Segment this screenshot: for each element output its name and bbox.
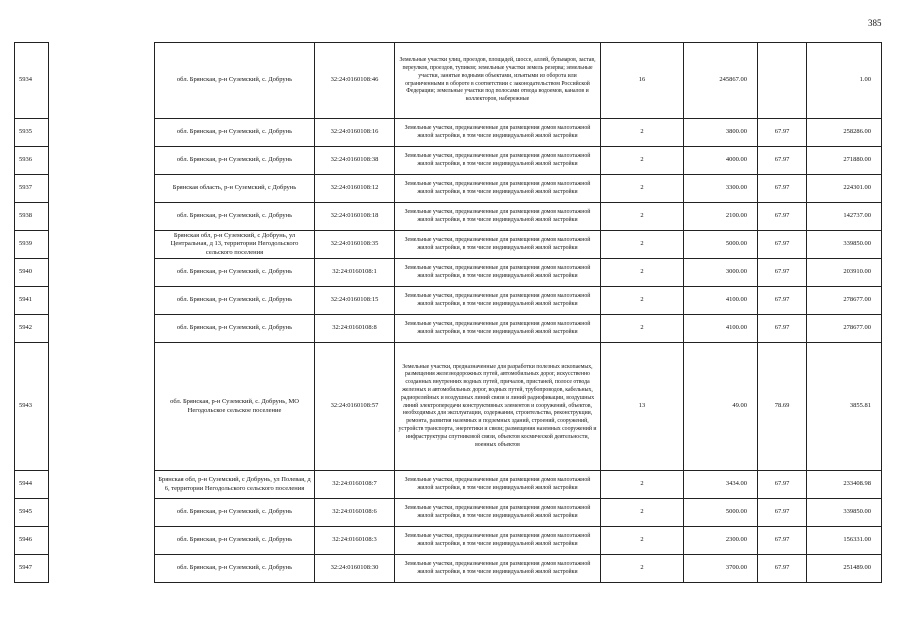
cadastral-value-cell: 339850.00 <box>807 231 882 259</box>
row-id-cell: 5936 <box>15 147 49 175</box>
land-purpose-cell: Земельные участки, предназначенные для размещения домов малоэтажной жилой застройки, в том числе индивидуальной жилой застройки <box>395 231 601 259</box>
table-row <box>15 287 882 315</box>
purpose-code-cell: 2 <box>601 147 684 175</box>
area-cell: 2100.00 <box>684 203 758 231</box>
cadastral-number-cell: 32:24:0160108:12 <box>315 175 395 203</box>
cadastral-value-cell: 156331.00 <box>807 527 882 555</box>
cadastral-value-cell: 339850.00 <box>807 499 882 527</box>
page-number: 385 <box>868 18 882 28</box>
land-purpose-cell: Земельные участки, предназначенные для размещения домов малоэтажной жилой застройки, в том числе индивидуальной жилой застройки <box>395 527 601 555</box>
address-cell: Брянская обл, р-н Суземский, с Добрунь, ул Центральная, д 13, территории Негодольского сельского поселения <box>155 231 315 259</box>
empty-cell <box>49 343 155 471</box>
purpose-code-cell: 13 <box>601 343 684 471</box>
empty-cell <box>49 147 155 175</box>
cadastral-number-cell: 32:24:0160108:57 <box>315 343 395 471</box>
cadastral-value-cell: 278677.00 <box>807 315 882 343</box>
cadastral-value-cell: 203910.00 <box>807 259 882 287</box>
purpose-code-cell: 2 <box>601 259 684 287</box>
address-cell: обл. Брянская, р-н Суземский, с. Добрунь <box>155 203 315 231</box>
purpose-code-cell: 2 <box>601 203 684 231</box>
cadastral-value-table <box>14 42 882 583</box>
cadastral-number-cell: 32:24:0160108:38 <box>315 147 395 175</box>
address-cell: обл. Брянская, р-н Суземский, с. Добрунь <box>155 287 315 315</box>
purpose-code-cell: 2 <box>601 471 684 499</box>
purpose-code-cell: 2 <box>601 499 684 527</box>
cadastral-number-cell: 32:24:0160108:7 <box>315 471 395 499</box>
table-row <box>15 343 882 471</box>
specific-value-cell: 67.97 <box>758 499 807 527</box>
specific-value-cell: 78.69 <box>758 343 807 471</box>
empty-cell <box>49 231 155 259</box>
cadastral-value-cell: 224301.00 <box>807 175 882 203</box>
empty-cell <box>49 555 155 583</box>
land-purpose-cell: Земельные участки, предназначенные для размещения домов малоэтажной жилой застройки, в том числе индивидуальной жилой застройки <box>395 203 601 231</box>
land-purpose-cell: Земельные участки улиц, проездов, площадей, шоссе, аллей, бульваров, застав, переулков, проездов, тупиков; земельные участки земель резерва; земельные участки, занятые водными объектами, изъятыми из оборота или ограниченными в обороте в соответствии с законодательством Российской Федерации; земельные участки под полосами отвода водоемов, каналов и коллекторов, набережные <box>395 43 601 119</box>
empty-cell <box>49 471 155 499</box>
address-cell: обл. Брянская, р-н Суземский, с. Добрунь <box>155 555 315 583</box>
area-cell: 5000.00 <box>684 231 758 259</box>
land-purpose-cell: Земельные участки, предназначенные для размещения домов малоэтажной жилой застройки, в том числе индивидуальной жилой застройки <box>395 555 601 583</box>
cadastral-number-cell: 32:24:0160108:16 <box>315 119 395 147</box>
address-cell: обл. Брянская, р-н Суземский, с. Добрунь <box>155 119 315 147</box>
row-id-cell: 5947 <box>15 555 49 583</box>
land-purpose-cell: Земельные участки, предназначенные для размещения домов малоэтажной жилой застройки, в том числе индивидуальной жилой застройки <box>395 147 601 175</box>
land-purpose-cell: Земельные участки, предназначенные для размещения домов малоэтажной жилой застройки, в том числе индивидуальной жилой застройки <box>395 499 601 527</box>
cadastral-number-cell: 32:24:0160108:46 <box>315 43 395 119</box>
cadastral-number-cell: 32:24:0160108:8 <box>315 315 395 343</box>
area-cell: 2300.00 <box>684 527 758 555</box>
address-cell: обл. Брянская, р-н Суземский, с. Добрунь <box>155 315 315 343</box>
area-cell: 3300.00 <box>684 175 758 203</box>
row-id-cell: 5941 <box>15 287 49 315</box>
specific-value-cell: 67.97 <box>758 287 807 315</box>
land-purpose-cell: Земельные участки, предназначенные для разработки полезных ископаемых, размещения железнодорожных путей, автомобильных дорог, искусственно созданных внутренних водных путей, причалов, пристаней, полосе отвода железных и автомобильных дорог, водных путей, трубопроводов, кабельных, радиорелейных и воздушных линий связи и линий радиофикации, воздушных линий электропередачи конструктивных элементов и сооружений, объектов, необходимых для эксплуатации, содержания, строительства, реконструкции, ремонта, развития наземных и подземных зданий, строений, сооружений, устройств транспорта, энергетики и связи; размещения наземных сооружений и инфраструктуры спутниковой связи, объектов космической деятельности, военных объектов <box>395 343 601 471</box>
address-cell: Брянская область, р-н Суземский, с Добрунь <box>155 175 315 203</box>
address-cell: обл. Брянская, р-н Суземский, с. Добрунь, МО Негодольское сельское поселение <box>155 343 315 471</box>
empty-cell <box>49 175 155 203</box>
cadastral-value-cell: 278677.00 <box>807 287 882 315</box>
table-row <box>15 175 882 203</box>
empty-cell <box>49 527 155 555</box>
cadastral-value-cell: 258286.00 <box>807 119 882 147</box>
empty-cell <box>49 499 155 527</box>
area-cell: 4100.00 <box>684 287 758 315</box>
cadastral-number-cell: 32:24:0160108:6 <box>315 499 395 527</box>
cadastral-value-cell: 251489.00 <box>807 555 882 583</box>
table-row <box>15 527 882 555</box>
table-row <box>15 231 882 259</box>
address-cell: обл. Брянская, р-н Суземский, с. Добрунь <box>155 259 315 287</box>
table-row <box>15 499 882 527</box>
purpose-code-cell: 16 <box>601 43 684 119</box>
land-purpose-cell: Земельные участки, предназначенные для размещения домов малоэтажной жилой застройки, в том числе индивидуальной жилой застройки <box>395 119 601 147</box>
cadastral-number-cell: 32:24:0160108:35 <box>315 231 395 259</box>
row-id-cell: 5937 <box>15 175 49 203</box>
empty-cell <box>49 259 155 287</box>
specific-value-cell: 67.97 <box>758 203 807 231</box>
table-row <box>15 147 882 175</box>
table-row <box>15 119 882 147</box>
cadastral-number-cell: 32:24:0160108:18 <box>315 203 395 231</box>
area-cell: 4100.00 <box>684 315 758 343</box>
row-id-cell: 5934 <box>15 43 49 119</box>
row-id-cell: 5945 <box>15 499 49 527</box>
specific-value-cell: 67.97 <box>758 147 807 175</box>
specific-value-cell: 67.97 <box>758 231 807 259</box>
empty-cell <box>49 315 155 343</box>
land-purpose-cell: Земельные участки, предназначенные для размещения домов малоэтажной жилой застройки, в том числе индивидуальной жилой застройки <box>395 175 601 203</box>
purpose-code-cell: 2 <box>601 287 684 315</box>
row-id-cell: 5940 <box>15 259 49 287</box>
row-id-cell: 5942 <box>15 315 49 343</box>
row-id-cell: 5944 <box>15 471 49 499</box>
table-row <box>15 315 882 343</box>
area-cell: 3434.00 <box>684 471 758 499</box>
area-cell: 3000.00 <box>684 259 758 287</box>
row-id-cell: 5943 <box>15 343 49 471</box>
address-cell: обл. Брянская, р-н Суземский, с. Добрунь <box>155 147 315 175</box>
cadastral-number-cell: 32:24:0160108:30 <box>315 555 395 583</box>
specific-value-cell: 67.97 <box>758 471 807 499</box>
purpose-code-cell: 2 <box>601 119 684 147</box>
area-cell: 3800.00 <box>684 119 758 147</box>
area-cell: 49.00 <box>684 343 758 471</box>
specific-value-cell: 67.97 <box>758 315 807 343</box>
purpose-code-cell: 2 <box>601 315 684 343</box>
empty-cell <box>49 43 155 119</box>
specific-value-cell <box>758 43 807 119</box>
area-cell: 245867.00 <box>684 43 758 119</box>
cadastral-number-cell: 32:24:0160108:15 <box>315 287 395 315</box>
address-cell: обл. Брянская, р-н Суземский, с. Добрунь <box>155 499 315 527</box>
area-cell: 4000.00 <box>684 147 758 175</box>
cadastral-value-cell: 1.00 <box>807 43 882 119</box>
empty-cell <box>49 119 155 147</box>
empty-cell <box>49 203 155 231</box>
land-purpose-cell: Земельные участки, предназначенные для размещения домов малоэтажной жилой застройки, в том числе индивидуальной жилой застройки <box>395 287 601 315</box>
table-row <box>15 555 882 583</box>
purpose-code-cell: 2 <box>601 231 684 259</box>
table-row <box>15 203 882 231</box>
cadastral-number-cell: 32:24:0160108:3 <box>315 527 395 555</box>
cadastral-value-cell: 3855.81 <box>807 343 882 471</box>
purpose-code-cell: 2 <box>601 175 684 203</box>
area-cell: 3700.00 <box>684 555 758 583</box>
row-id-cell: 5946 <box>15 527 49 555</box>
land-purpose-cell: Земельные участки, предназначенные для размещения домов малоэтажной жилой застройки, в том числе индивидуальной жилой застройки <box>395 471 601 499</box>
row-id-cell: 5935 <box>15 119 49 147</box>
specific-value-cell: 67.97 <box>758 119 807 147</box>
land-purpose-cell: Земельные участки, предназначенные для размещения домов малоэтажной жилой застройки, в том числе индивидуальной жилой застройки <box>395 315 601 343</box>
table-row <box>15 259 882 287</box>
specific-value-cell: 67.97 <box>758 555 807 583</box>
cadastral-value-cell: 233408.98 <box>807 471 882 499</box>
land-purpose-cell: Земельные участки, предназначенные для размещения домов малоэтажной жилой застройки, в том числе индивидуальной жилой застройки <box>395 259 601 287</box>
address-cell: Брянская обл, р-н Суземский, с Добрунь, ул Полевая, д 6, территории Негодольского сельского поселения <box>155 471 315 499</box>
cadastral-value-cell: 271880.00 <box>807 147 882 175</box>
row-id-cell: 5938 <box>15 203 49 231</box>
table-row <box>15 43 882 119</box>
cadastral-value-cell: 142737.00 <box>807 203 882 231</box>
purpose-code-cell: 2 <box>601 555 684 583</box>
cadastral-number-cell: 32:24:0160108:1 <box>315 259 395 287</box>
empty-cell <box>49 287 155 315</box>
specific-value-cell: 67.97 <box>758 259 807 287</box>
address-cell: обл. Брянская, р-н Суземский, с. Добрунь <box>155 527 315 555</box>
area-cell: 5000.00 <box>684 499 758 527</box>
specific-value-cell: 67.97 <box>758 175 807 203</box>
purpose-code-cell: 2 <box>601 527 684 555</box>
specific-value-cell: 67.97 <box>758 527 807 555</box>
address-cell: обл. Брянская, р-н Суземский, с. Добрунь <box>155 43 315 119</box>
row-id-cell: 5939 <box>15 231 49 259</box>
table-row <box>15 471 882 499</box>
